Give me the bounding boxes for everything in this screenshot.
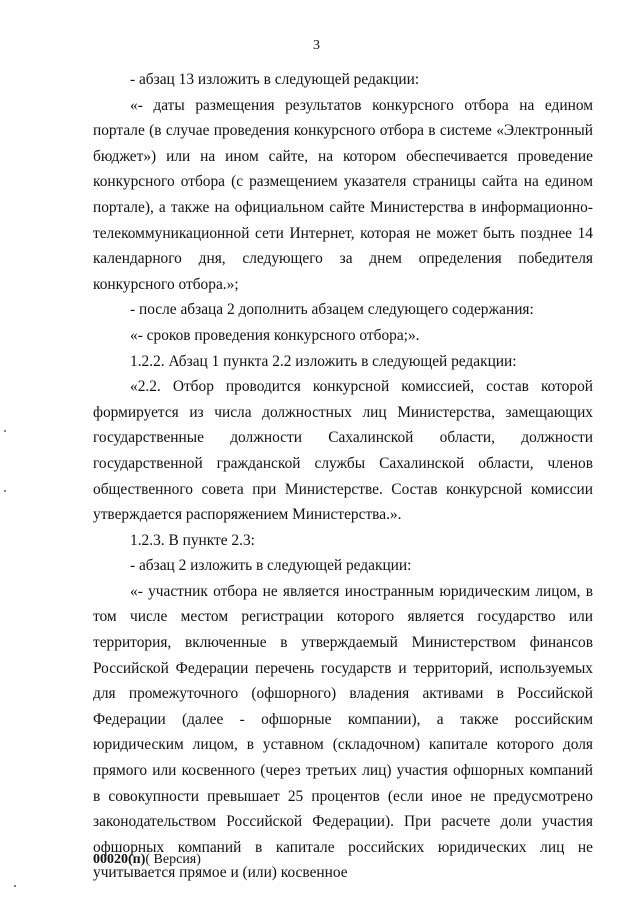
paragraph-9: «- участник отбора не является иностранным юридическим лицом, в том числе местом регистрации которого является государство или территория, включенные в утверждаемый Министерством финансов Российской Федерации перечень государств и территорий, используемых для промежуточного (офшорного) владения активами в Российской Федерации (далее - офшорные компании), а также российским юридическим лицом, в уставном (складочном) капитале которого доля прямого или косвенного (через третьих лиц) участия офшорных компаний в совокупности превышает 25 процентов (если иное не предусмотрено законодательством Российской Федерации). При расчете доли участия офшорных компаний в капитале российских юридических лиц не учитывается прямое и (или) косвенное [93, 582, 593, 882]
document-body [93, 67, 593, 886]
paragraph-5: 1.2.2. Абзац 1 пункта 2.2 изложить в следующей редакции: [130, 352, 517, 370]
paragraph-6: «2.2. Отбор проводится конкурсной комиссией, состав которой формируется из числа должностных лиц Министерства, замещающих государственные должности Сахалинской области, должности государственной гражданской службы Сахалинской области, членов общественного совета при Министерстве. Состав конкурсной комиссии утверждается распоряжением Министерства.». [93, 378, 593, 524]
paragraph-3: - после абзаца 2 дополнить абзацем следующего содержания: [130, 301, 534, 319]
scan-dot [14, 885, 16, 887]
page-number: 3 [313, 38, 320, 53]
paragraph-1: - абзац 13 изложить в следующей редакции: [130, 71, 420, 88]
paragraph-2: «- даты размещения результатов конкурсного отбора на едином портале (в случае проведения конкурсного отбора в системе «Электронный бюджет») или на ином сайте, на котором обеспечивается проведение конкурсного отбора (с размещением указателя страницы сайта на едином портале), а также на официальном сайте Министерства в информационно-телекоммуникационной сети Интернет, которая не может быть позднее 14 календарного дня, следующего за днем определения победителя конкурсного отбора.»; [93, 96, 593, 293]
document-code: 00020(п) [93, 852, 146, 867]
paragraph-7: 1.2.3. В пункте 2.3: [130, 531, 255, 549]
paragraph-4: «- сроков проведения конкурсного отбора;». [130, 326, 420, 344]
document-footer [93, 852, 201, 868]
scan-dot [4, 490, 6, 492]
scan-dot [4, 430, 6, 432]
document-version: ( Версия) [145, 852, 201, 867]
paragraph-8: - абзац 2 изложить в следующей редакции: [130, 557, 412, 575]
